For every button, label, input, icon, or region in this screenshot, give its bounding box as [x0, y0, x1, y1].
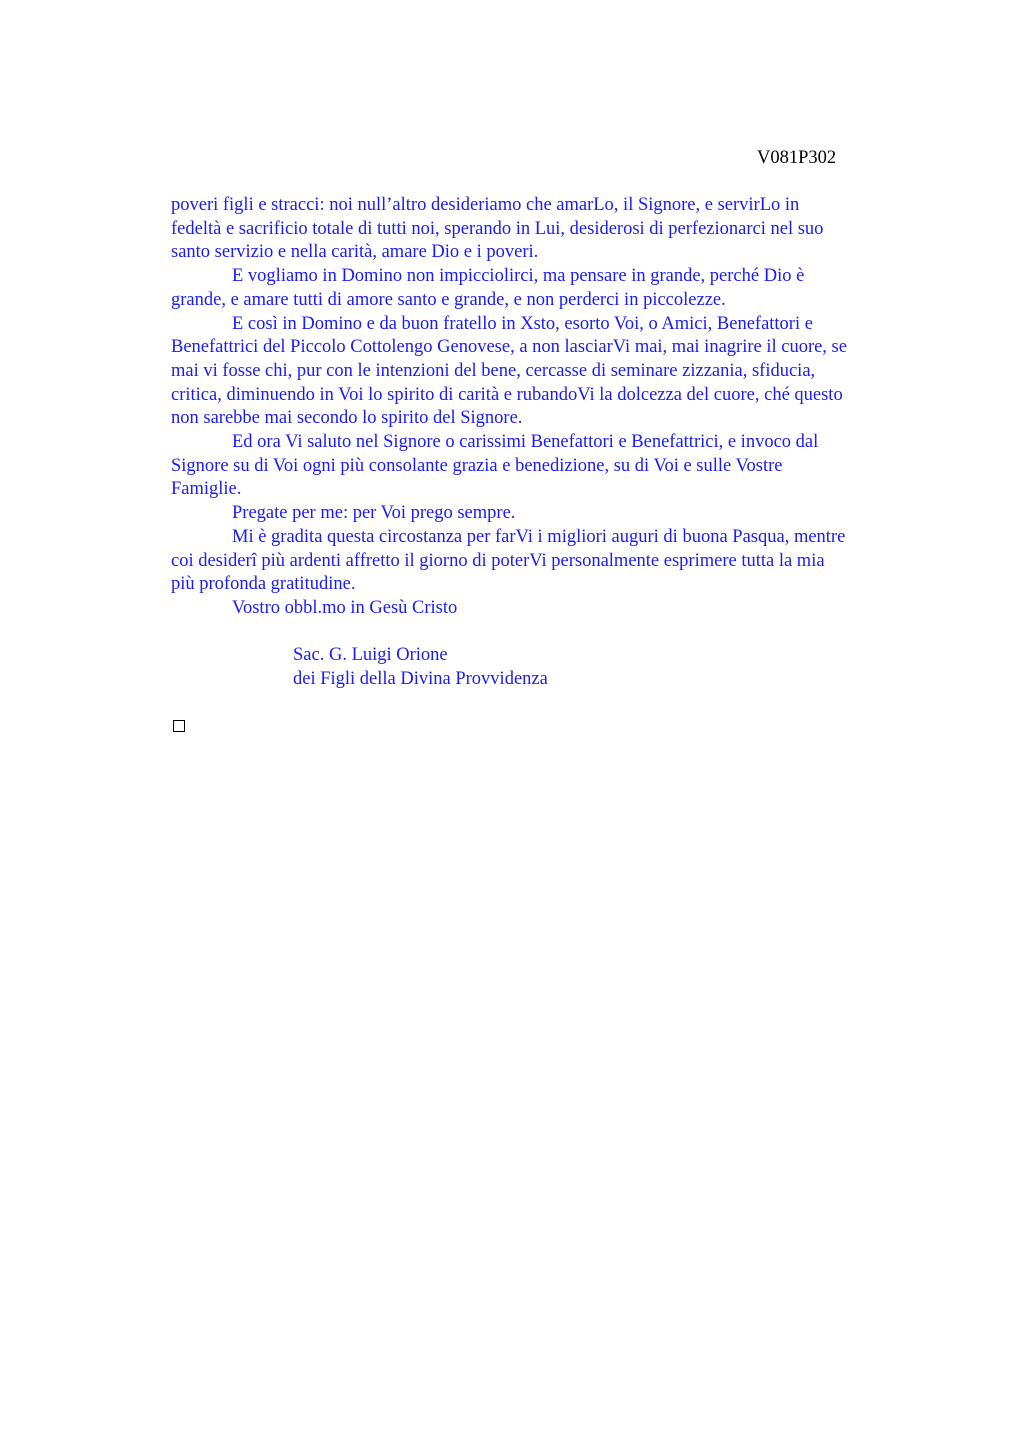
signature-affiliation: dei Figli della Divina Provvidenza: [293, 669, 548, 690]
page-id: V081P302: [757, 148, 837, 168]
text-line: Benefattrici del Piccolo Cottolengo Genovese, a non lasciarVi mai, mai inagrire il cuore, se: [171, 337, 847, 358]
signature-name: Sac. G. Luigi Orione: [293, 645, 448, 666]
text-line: fedeltà e sacrificio totale di tutti noi, sperando in Lui, desiderosi di perfezionarci nel suo: [171, 218, 824, 239]
paragraph-6: [171, 526, 931, 597]
text-line: critica, diminuendo in Voi lo spirito di carità e rubandoVi la dolcezza del cuore, ché questo: [171, 384, 843, 405]
end-of-document-square-icon: [173, 720, 185, 732]
text-line: coi desiderî più ardenti affretto il giorno di poterVi personalmente esprimere tutta la mia: [171, 550, 825, 571]
signature-block: [171, 644, 931, 691]
closing-salutation: [171, 597, 931, 621]
paragraph-1: [171, 194, 931, 265]
text-line: E vogliamo in Domino non impicciolirci, ma pensare in grande, perché Dio è: [232, 266, 805, 287]
paragraph-4: [171, 431, 931, 502]
letter-body: [171, 194, 931, 692]
text-line: E così in Domino e da buon fratello in Xsto, esorto Voi, o Amici, Benefattori e: [232, 313, 813, 334]
paragraph-2: [171, 265, 931, 312]
text-line: non sarebbe mai secondo lo spirito del Signore.: [171, 408, 523, 429]
text-line: Famiglie.: [171, 479, 242, 500]
text-line: Vostro obbl.mo in Gesù Cristo: [232, 597, 458, 618]
text-line: Signore su di Voi ogni più consolante grazia e benedizione, su di Voi e sulle Vostre: [171, 455, 783, 476]
text-line: poveri figli e stracci: noi null’altro desideriamo che amarLo, il Signore, e servirLo in: [171, 195, 800, 215]
text-line: mai vi fosse chi, pur con le intenzioni del bene, cercasse di seminare zizzania, sfiducia,: [171, 360, 816, 381]
text-line: grande, e amare tutti di amore santo e grande, e non perderci in piccolezze.: [171, 289, 726, 310]
text-line: più profonda gratitudine.: [171, 574, 356, 595]
paragraph-3: [171, 313, 931, 432]
paragraph-5: [171, 502, 931, 526]
text-line: Mi è gradita questa circostanza per farVi i migliori auguri di buona Pasqua, mentre: [232, 526, 846, 547]
text-line: Pregate per me: per Voi prego sempre.: [232, 503, 516, 524]
text-line: Ed ora Vi saluto nel Signore o carissimi Benefattori e Benefattrici, e invoco dal: [232, 432, 819, 453]
text-line: santo servizio e nella carità, amare Dio e i poveri.: [171, 242, 539, 263]
